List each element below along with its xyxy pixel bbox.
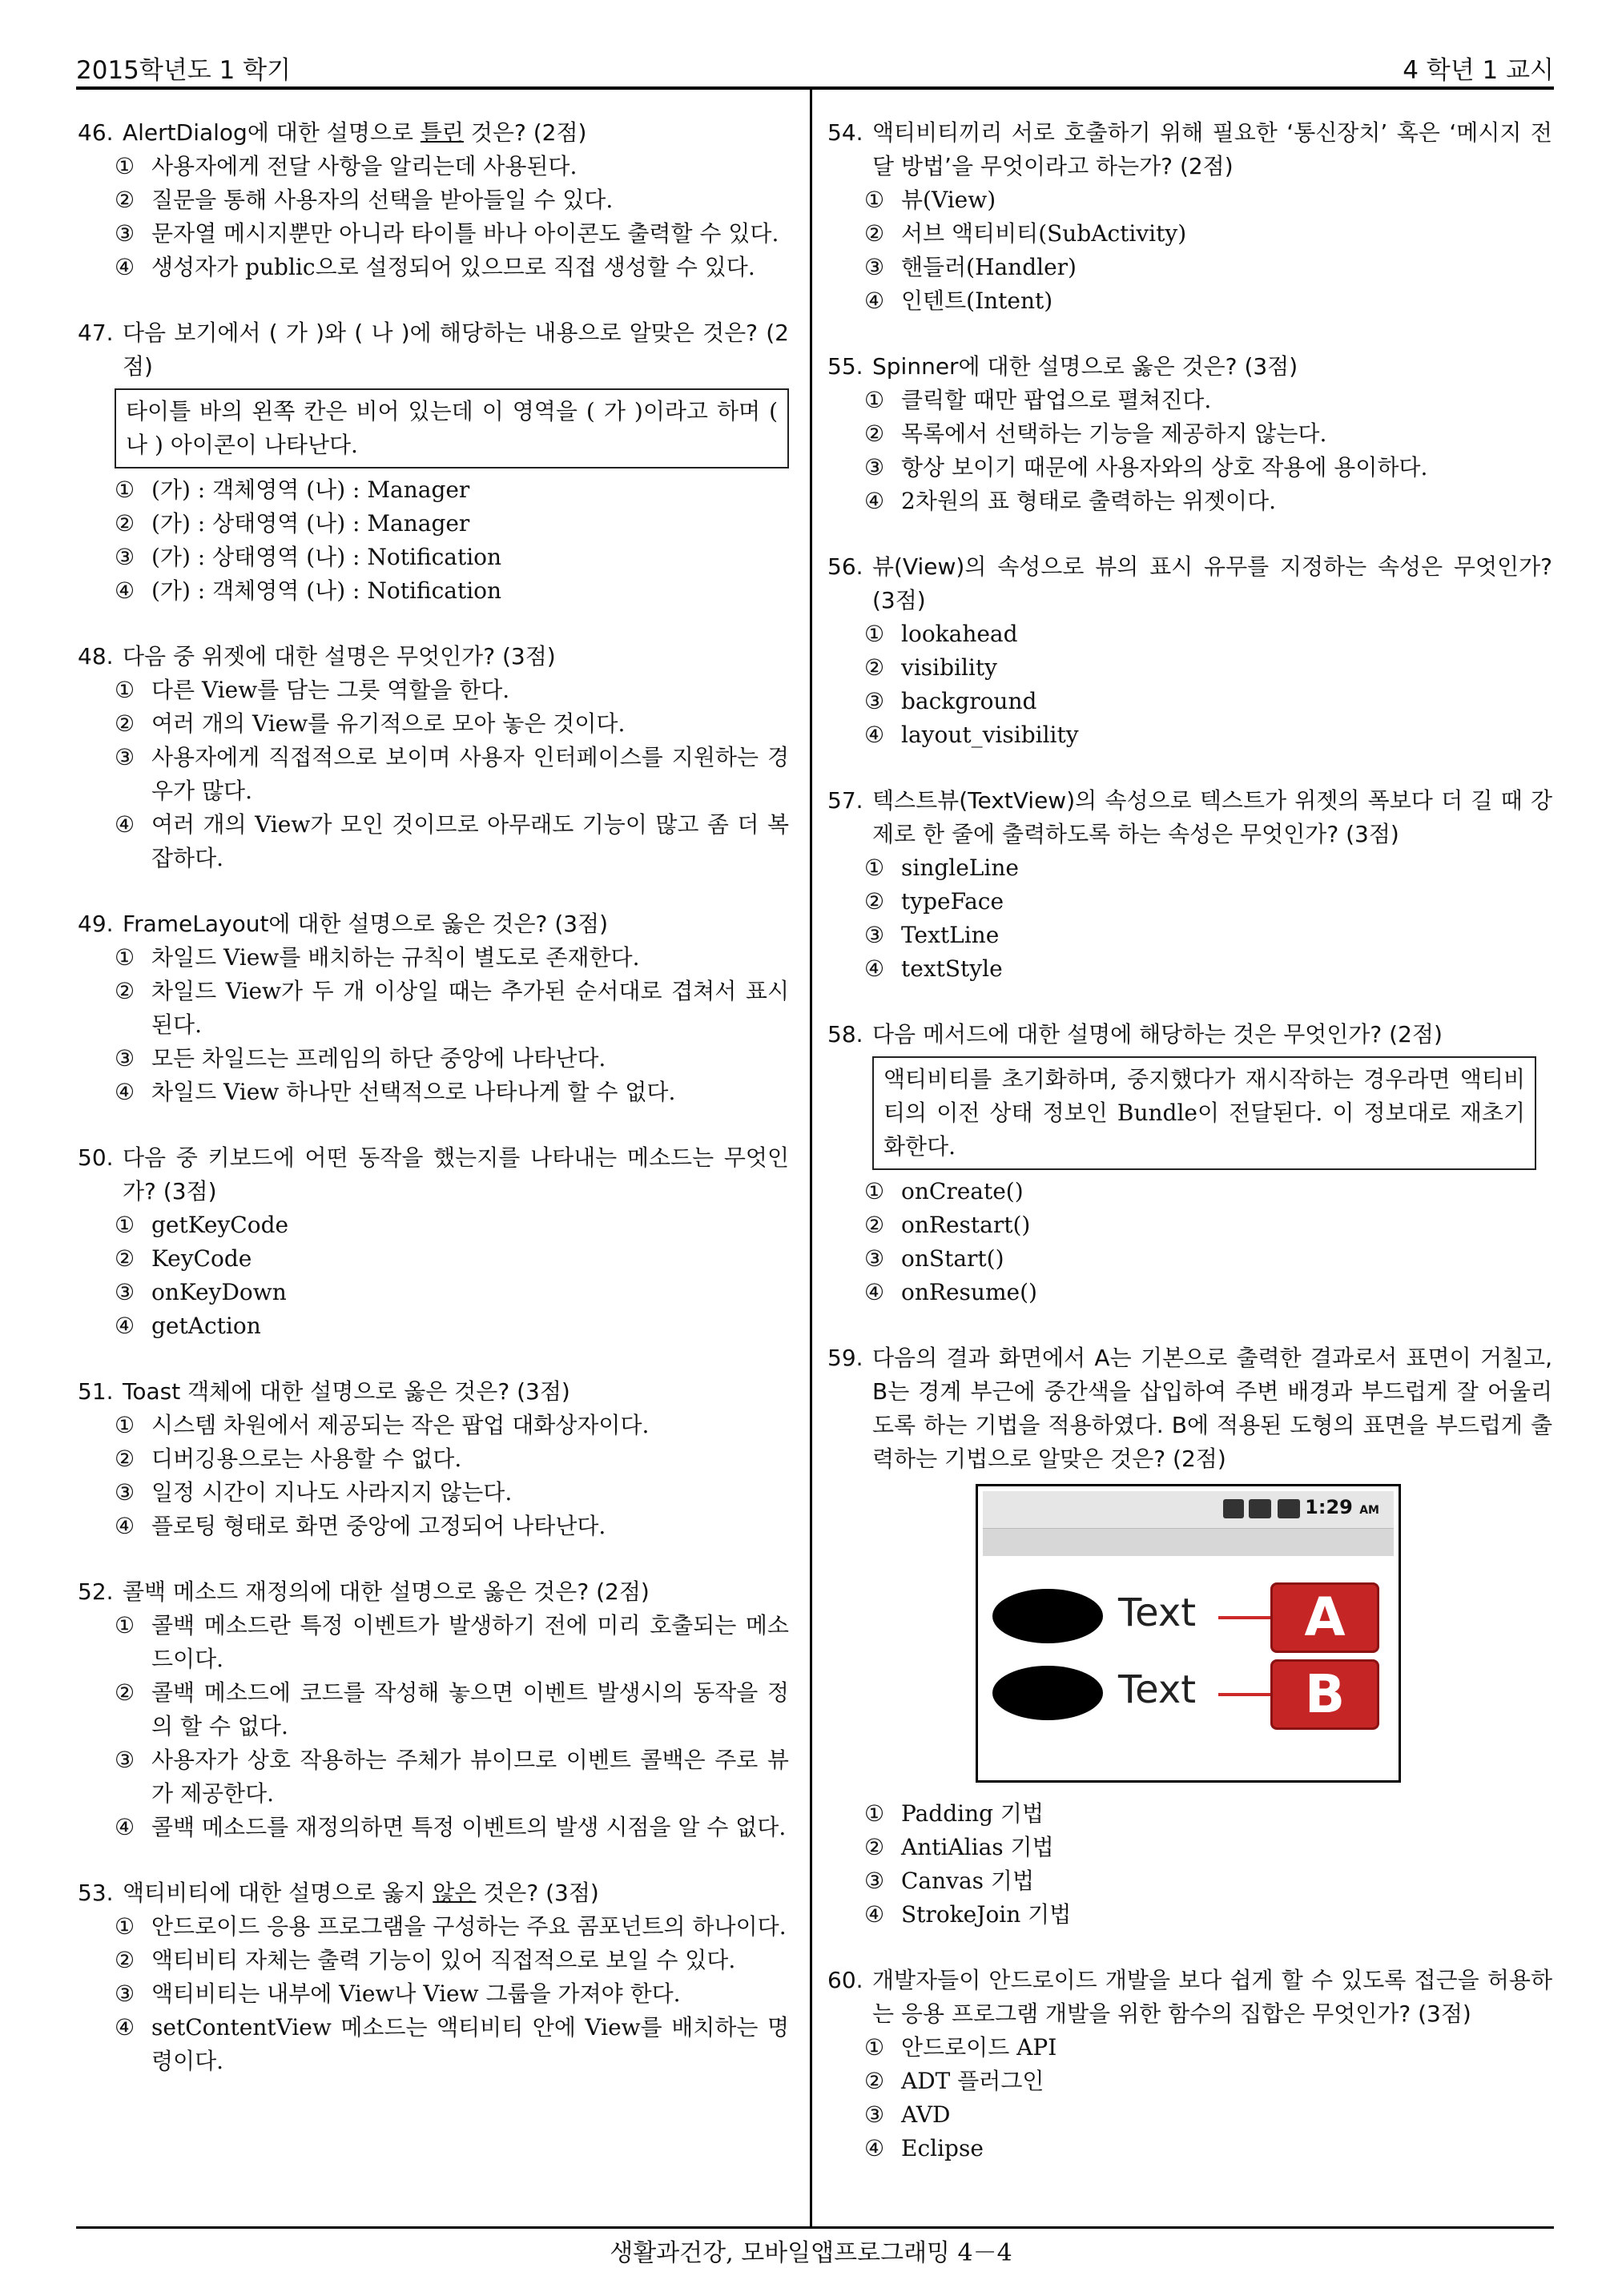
option-text: 액티비티는 내부에 View나 View 그룹을 가져야 한다. <box>151 1980 681 2007</box>
option-text: 차일드 View를 배치하는 규칙이 별도로 존재한다. <box>151 944 640 971</box>
option-number: ① <box>864 387 885 413</box>
answer-option-3[interactable] <box>827 1864 1552 1898</box>
question-number: 46. <box>78 119 114 146</box>
question-59 <box>827 1341 1552 1932</box>
pointer-line-b <box>1218 1693 1274 1696</box>
option-text: textStyle <box>901 955 1003 982</box>
answer-option-3[interactable] <box>78 1977 789 2011</box>
option-text: Eclipse <box>901 2135 984 2161</box>
right-column <box>827 116 1552 2197</box>
option-number: ③ <box>864 254 885 280</box>
answer-option-2[interactable] <box>827 217 1552 251</box>
answer-option-1[interactable] <box>78 1208 789 1242</box>
option-text: 안드로이드 API <box>901 2034 1057 2061</box>
option-text: 디버깅용으로는 사용할 수 없다. <box>151 1446 462 1472</box>
option-number: ④ <box>115 1079 135 1105</box>
option-number: ④ <box>864 1279 885 1305</box>
option-number: ② <box>115 1446 135 1472</box>
option-number: ② <box>115 1679 135 1706</box>
black-oval-a <box>992 1589 1103 1643</box>
question-number: 57. <box>827 787 863 814</box>
option-text: onRestart() <box>901 1212 1031 1238</box>
black-oval-b <box>992 1666 1103 1720</box>
question-51 <box>78 1375 789 1543</box>
option-text: 일정 시간이 지나도 사라지지 않는다. <box>151 1479 513 1506</box>
question-text-pre: 액티비티에 대한 설명으로 옳지 <box>123 1880 433 1906</box>
status-time-ampm: AM <box>1359 1504 1379 1517</box>
answer-option-2[interactable] <box>827 1208 1552 1242</box>
option-number: ④ <box>115 254 135 280</box>
answer-option-2[interactable] <box>827 417 1552 451</box>
answer-option-1[interactable] <box>78 941 789 975</box>
question-text: 다음 중 키보드에 어떤 동작을 했는지를 나타내는 메소드는 무엇인가? (3점) <box>123 1144 789 1204</box>
option-text: 시스템 차원에서 제공되는 작은 팝업 대화상자이다. <box>151 1412 650 1438</box>
option-number: ② <box>864 654 885 681</box>
option-text: getAction <box>151 1313 261 1339</box>
question-stem <box>78 1876 789 1910</box>
answer-option-4[interactable] <box>78 1309 789 1343</box>
option-text: 액티비티 자체는 출력 기능이 있어 직접적으로 보일 수 있다. <box>151 1947 736 1973</box>
option-text: (가) : 상태영역 (나) : Notification <box>151 544 502 570</box>
option-text: visibility <box>901 654 997 681</box>
answer-option-1[interactable] <box>78 1609 789 1676</box>
option-number: ② <box>864 1212 885 1238</box>
question-52 <box>78 1575 789 1844</box>
answer-option-2[interactable] <box>827 651 1552 685</box>
question-stem <box>78 1575 789 1609</box>
question-text: 다음의 결과 화면에서 A는 기본으로 출력한 결과로서 표면이 거칠고, B는 경계 부근에 중간색을 삽입하여 주변 배경과 부드럽게 잘 어울리도록 하는 기법을 적용하였다. B에 적용된 도형의 표면을 부드럽게 출력하는 기법으로 알맞은 것은? (2점) <box>872 1345 1552 1472</box>
option-number: ④ <box>864 488 885 514</box>
question-stem <box>827 1341 1552 1476</box>
option-text: layout_visibility <box>901 722 1079 748</box>
answer-option-4[interactable] <box>827 485 1552 518</box>
answer-option-4[interactable] <box>78 808 789 875</box>
answer-option-1[interactable] <box>78 473 789 507</box>
option-text: singleLine <box>901 854 1019 881</box>
label-badge-b: B <box>1270 1659 1379 1730</box>
battery-icon <box>1278 1499 1300 1518</box>
option-number: ① <box>115 1412 135 1438</box>
answer-option-1[interactable] <box>78 1409 789 1442</box>
option-text: AVD <box>901 2101 951 2128</box>
option-number: ④ <box>115 2014 135 2041</box>
question-55 <box>827 350 1552 518</box>
answer-option-3[interactable] <box>827 919 1552 952</box>
question-emphasis: 않은 <box>433 1880 477 1906</box>
answer-option-2[interactable] <box>78 1944 789 1977</box>
question-stem <box>78 316 789 384</box>
option-number: ③ <box>115 744 135 770</box>
option-number: ④ <box>115 811 135 838</box>
result-screen-figure <box>976 1484 1401 1783</box>
sample-text-b: Text <box>1118 1667 1197 1712</box>
answer-option-3[interactable] <box>78 1276 789 1309</box>
header-divider <box>76 86 1554 90</box>
answer-option-1[interactable] <box>827 183 1552 217</box>
question-47 <box>78 316 789 608</box>
answer-option-2[interactable] <box>78 975 789 1042</box>
option-number: ④ <box>115 577 135 604</box>
option-text: AntiAlias 기법 <box>901 1834 1054 1860</box>
question-number: 49. <box>78 911 114 937</box>
option-number: ③ <box>864 688 885 714</box>
question-60 <box>827 1964 1552 2165</box>
question-stem <box>827 550 1552 617</box>
question-text-post: 것은? (2점) <box>463 119 587 146</box>
option-text: Padding 기법 <box>901 1800 1044 1827</box>
question-stem <box>78 1141 789 1208</box>
question-stem <box>827 1018 1552 1051</box>
option-text: 모든 차일드는 프레임의 하단 중앙에 나타난다. <box>151 1045 606 1072</box>
question-number: 59. <box>827 1345 863 1371</box>
option-number: ④ <box>864 722 885 748</box>
option-text: 여러 개의 View가 모인 것이므로 아무래도 기능이 많고 좀 더 복잡하다. <box>151 811 789 871</box>
answer-option-4[interactable] <box>78 1811 789 1844</box>
semester-label: 2015학년도 1 학기 <box>76 56 292 85</box>
option-number: ② <box>115 510 135 537</box>
answer-option-2[interactable] <box>78 183 789 217</box>
option-number: ④ <box>864 2135 885 2161</box>
option-text: background <box>901 688 1037 714</box>
option-text: 생성자가 public으로 설정되어 있으므로 직접 생성할 수 있다. <box>151 254 755 280</box>
option-text: ADT 플러그인 <box>901 2068 1044 2094</box>
option-number: ③ <box>864 1868 885 1894</box>
option-number: ④ <box>864 955 885 982</box>
page-header <box>76 50 1554 85</box>
option-number: ② <box>115 1245 135 1272</box>
status-bar <box>983 1491 1394 1529</box>
question-text: Toast 객체에 대한 설명으로 옳은 것은? (3점) <box>123 1378 570 1405</box>
answer-option-3[interactable] <box>827 451 1552 485</box>
option-number: ④ <box>864 1901 885 1928</box>
option-text: getKeyCode <box>151 1212 289 1238</box>
option-number: ③ <box>115 1479 135 1506</box>
option-text: 사용자에게 전달 사항을 알리는데 사용된다. <box>151 153 578 179</box>
option-text: lookahead <box>901 621 1018 647</box>
question-46 <box>78 116 789 284</box>
option-number: ③ <box>115 1980 135 2007</box>
sample-text-a: Text <box>1118 1590 1197 1635</box>
option-text: 사용자가 상호 작용하는 주체가 뷰이므로 이벤트 콜백은 주로 뷰가 제공한다. <box>151 1747 789 1807</box>
option-number: ③ <box>115 1747 135 1773</box>
question-number: 53. <box>78 1880 114 1906</box>
question-text: 뷰(View)의 속성으로 뷰의 표시 유무를 지정하는 속성은 무엇인가? (3점) <box>872 553 1552 613</box>
answer-option-2[interactable] <box>78 1442 789 1476</box>
question-reference-box: 액티비티를 초기화하며, 중지했다가 재시작하는 경우라면 액티비티의 이전 상태 정보인 Bundle이 전달된다. 이 정보대로 재초기화한다. <box>872 1056 1536 1170</box>
answer-option-2[interactable] <box>78 707 789 741</box>
answer-option-2[interactable] <box>827 1831 1552 1864</box>
option-number: ① <box>115 1913 135 1940</box>
option-text: 질문을 통해 사용자의 선택을 받아들일 수 있다. <box>151 187 614 213</box>
option-number: ① <box>115 944 135 971</box>
option-number: ① <box>115 476 135 503</box>
question-text: 텍스트뷰(TextView)의 속성으로 텍스트가 위젯의 폭보다 더 길 때 강제로 한 줄에 출력하도록 하는 속성은 무엇인가? (3점) <box>872 787 1552 847</box>
question-text: 콜백 메소드 재정의에 대한 설명으로 옳은 것은? (2점) <box>123 1578 650 1605</box>
answer-option-4[interactable] <box>827 2132 1552 2165</box>
footer-divider <box>76 2226 1554 2229</box>
signal-strength-icon <box>1249 1499 1271 1518</box>
status-time <box>1305 1496 1379 1518</box>
question-stem <box>827 784 1552 851</box>
option-number: ② <box>864 1834 885 1860</box>
option-text: 안드로이드 응용 프로그램을 구성하는 주요 콤포넌트의 하나이다. <box>151 1913 787 1940</box>
question-48 <box>78 640 789 875</box>
question-text <box>123 116 789 150</box>
question-53 <box>78 1876 789 2078</box>
question-stem <box>827 116 1552 183</box>
answer-option-3[interactable] <box>827 1242 1552 1276</box>
option-text: setContentView 메소드는 액티비티 안에 View를 배치하는 명령이다. <box>151 2014 789 2074</box>
option-text: 서브 액티비티(SubActivity) <box>901 220 1187 247</box>
answer-option-1[interactable] <box>827 2031 1552 2065</box>
question-number: 58. <box>827 1021 863 1047</box>
question-number: 54. <box>827 119 863 146</box>
question-text: Spinner에 대한 설명으로 옳은 것은? (3점) <box>872 353 1298 380</box>
question-text: 다음 중 위젯에 대한 설명은 무엇인가? (3점) <box>123 643 556 669</box>
answer-option-1[interactable] <box>78 1910 789 1944</box>
option-number: ① <box>115 677 135 703</box>
answer-option-4[interactable] <box>78 1510 789 1543</box>
question-reference-box: 타이틀 바의 왼쪽 칸은 비어 있는데 이 영역을 ( 가 )이라고 하며 ( 나 ) 아이콘이 나타난다. <box>115 388 789 468</box>
option-text: (가) : 객체영역 (나) : Manager <box>151 476 470 503</box>
option-number: ④ <box>115 1513 135 1539</box>
answer-option-3[interactable] <box>827 251 1552 284</box>
page-footer: 생활과건강, 모바일앱프로그래밍 4－4 <box>610 2239 1012 2267</box>
option-number: ② <box>115 1947 135 1973</box>
question-number: 50. <box>78 1144 114 1171</box>
option-text: 클릭할 때만 팝업으로 펼쳐진다. <box>901 387 1212 413</box>
option-number: ① <box>864 621 885 647</box>
answer-option-1[interactable] <box>827 1797 1552 1831</box>
option-number: ③ <box>115 1279 135 1305</box>
option-number: ③ <box>115 1045 135 1072</box>
option-number: ① <box>864 2034 885 2061</box>
question-stem <box>78 116 789 150</box>
option-text: 차일드 View 하나만 선택적으로 나타나게 할 수 없다. <box>151 1079 676 1105</box>
option-number: ③ <box>864 2101 885 2128</box>
option-number: ① <box>115 1612 135 1639</box>
question-49 <box>78 907 789 1109</box>
option-text: 플로팅 형태로 화면 중앙에 고정되어 나타난다. <box>151 1513 606 1539</box>
question-text: FrameLayout에 대한 설명으로 옳은 것은? (3점) <box>123 911 609 937</box>
answer-option-3[interactable] <box>78 217 789 251</box>
option-number: ③ <box>115 544 135 570</box>
answer-option-4[interactable] <box>827 1276 1552 1309</box>
left-column <box>78 116 789 2110</box>
option-number: ① <box>864 187 885 213</box>
answer-option-4[interactable] <box>827 952 1552 986</box>
label-badge-a: A <box>1270 1582 1379 1653</box>
answer-option-3[interactable] <box>78 1476 789 1510</box>
option-text: 문자열 메시지뿐만 아니라 타이틀 바나 아이콘도 출력할 수 있다. <box>151 220 779 247</box>
option-text: TextLine <box>901 922 1000 948</box>
answer-option-1[interactable] <box>78 150 789 183</box>
answer-option-4[interactable] <box>827 718 1552 752</box>
answer-option-4[interactable] <box>827 1898 1552 1932</box>
option-number: ① <box>864 1800 885 1827</box>
answer-option-3[interactable] <box>78 1743 789 1811</box>
option-text: StrokeJoin 기법 <box>901 1901 1072 1928</box>
option-number: ① <box>864 1178 885 1204</box>
option-number: ② <box>115 978 135 1004</box>
option-text: typeFace <box>901 888 1004 915</box>
answer-option-3[interactable] <box>78 1042 789 1076</box>
option-text: 핸들러(Handler) <box>901 254 1077 280</box>
status-time-value: 1:29 <box>1305 1496 1353 1518</box>
question-number: 55. <box>827 353 863 380</box>
answer-option-4[interactable] <box>78 251 789 284</box>
question-57 <box>827 784 1552 986</box>
option-number: ② <box>115 187 135 213</box>
pointer-line-a <box>1218 1616 1274 1619</box>
question-text: 다음 보기에서 ( 가 )와 ( 나 )에 해당하는 내용으로 알맞은 것은? (2점) <box>123 320 789 380</box>
option-text: 인텐트(Intent) <box>901 288 1053 314</box>
option-text: (가) : 객체영역 (나) : Notification <box>151 577 502 604</box>
option-text: onResume() <box>901 1279 1037 1305</box>
answer-option-2[interactable] <box>827 2065 1552 2098</box>
answer-option-1[interactable] <box>827 617 1552 651</box>
question-stem <box>78 1375 789 1409</box>
question-number: 51. <box>78 1378 114 1405</box>
option-text: 뷰(View) <box>901 187 996 213</box>
question-number: 52. <box>78 1578 114 1605</box>
option-text: 사용자에게 직접적으로 보이며 사용자 인터페이스를 지원하는 경우가 많다. <box>151 744 789 804</box>
answer-option-1[interactable] <box>827 851 1552 885</box>
question-text: 다음 메서드에 대한 설명에 해당하는 것은 무엇인가? (2점) <box>872 1021 1443 1047</box>
answer-option-2[interactable] <box>78 1676 789 1743</box>
question-50 <box>78 1141 789 1343</box>
answer-option-1[interactable] <box>827 384 1552 417</box>
answer-option-3[interactable] <box>78 541 789 574</box>
option-number: ① <box>115 153 135 179</box>
option-number: ③ <box>864 922 885 948</box>
option-text: onCreate() <box>901 1178 1024 1204</box>
grade-period-label: 4 학년 1 교시 <box>1403 56 1554 85</box>
option-text: 콜백 메소드를 재정의하면 특정 이벤트의 발생 시점을 알 수 없다. <box>151 1814 787 1840</box>
answer-option-4[interactable] <box>78 574 789 608</box>
option-number: ② <box>864 220 885 247</box>
option-text: onStart() <box>901 1245 1004 1272</box>
option-number: ② <box>864 2068 885 2094</box>
answer-option-2[interactable] <box>827 885 1552 919</box>
option-text: KeyCode <box>151 1245 252 1272</box>
question-number: 47. <box>78 320 114 346</box>
question-text: 액티비티끼리 서로 호출하기 위해 필요한 ‘통신장치’ 혹은 ‘메시지 전달 방법’을 무엇이라고 하는가? (2점) <box>872 119 1552 179</box>
question-54 <box>827 116 1552 318</box>
question-text: 개발자들이 안드로이드 개발을 보다 쉽게 할 수 있도록 접근을 허용하는 응용 프로그램 개발을 위한 함수의 집합은 무엇인가? (3점) <box>872 1967 1552 2027</box>
question-text-pre: AlertDialog에 대한 설명으로 <box>123 119 421 146</box>
option-text: (가) : 상태영역 (나) : Manager <box>151 510 470 537</box>
option-number: ④ <box>115 1814 135 1840</box>
question-stem <box>827 350 1552 384</box>
question-text-post: 것은? (3점) <box>476 1880 599 1906</box>
option-text: 2차원의 표 형태로 출력하는 위젯이다. <box>901 488 1277 514</box>
question-emphasis: 틀린 <box>420 119 464 146</box>
option-number: ③ <box>864 454 885 481</box>
option-number: ④ <box>115 1313 135 1339</box>
question-stem <box>78 640 789 674</box>
answer-option-2[interactable] <box>78 507 789 541</box>
answer-option-3[interactable] <box>827 685 1552 718</box>
option-number: ② <box>864 888 885 915</box>
question-number: 48. <box>78 643 114 669</box>
question-number: 60. <box>827 1967 863 1993</box>
answer-option-4[interactable] <box>78 2011 789 2078</box>
option-text: onKeyDown <box>151 1279 287 1305</box>
option-number: ② <box>864 420 885 447</box>
option-number: ④ <box>864 288 885 314</box>
question-56 <box>827 550 1552 752</box>
question-text <box>123 1876 789 1910</box>
question-stem <box>827 1964 1552 2031</box>
option-number: ② <box>115 710 135 737</box>
option-text: 목록에서 선택하는 기능을 제공하지 않는다. <box>901 420 1327 447</box>
option-number: ③ <box>864 1245 885 1272</box>
answer-option-4[interactable] <box>78 1076 789 1109</box>
option-text: 다른 View를 담는 그릇 역할을 한다. <box>151 677 510 703</box>
option-text: Canvas 기법 <box>901 1868 1035 1894</box>
answer-option-3[interactable] <box>78 741 789 808</box>
option-number: ① <box>864 854 885 881</box>
column-divider <box>810 90 812 2226</box>
option-text: 차일드 View가 두 개 이상일 때는 추가된 순서대로 겹쳐서 표시된다. <box>151 978 789 1038</box>
option-text: 콜백 메소드란 특정 이벤트가 발생하기 전에 미리 호출되는 메소드이다. <box>151 1612 789 1672</box>
option-text: 콜백 메소드에 코드를 작성해 놓으면 이벤트 발생시의 동작을 정의 할 수 없다. <box>151 1679 789 1739</box>
network-3g-icon <box>1223 1499 1244 1518</box>
option-number: ③ <box>115 220 135 247</box>
option-number: ① <box>115 1212 135 1238</box>
answer-option-2[interactable] <box>78 1242 789 1276</box>
answer-option-4[interactable] <box>827 284 1552 318</box>
answer-option-1[interactable] <box>827 1175 1552 1208</box>
answer-option-3[interactable] <box>827 2098 1552 2132</box>
app-title-bar <box>983 1529 1394 1556</box>
option-text: 여러 개의 View를 유기적으로 모아 놓은 것이다. <box>151 710 626 737</box>
answer-option-1[interactable] <box>78 674 789 707</box>
option-text: 항상 보이기 때문에 사용자와의 상호 작용에 용이하다. <box>901 454 1428 481</box>
question-stem <box>78 907 789 941</box>
question-number: 56. <box>827 553 863 580</box>
question-58 <box>827 1018 1552 1309</box>
